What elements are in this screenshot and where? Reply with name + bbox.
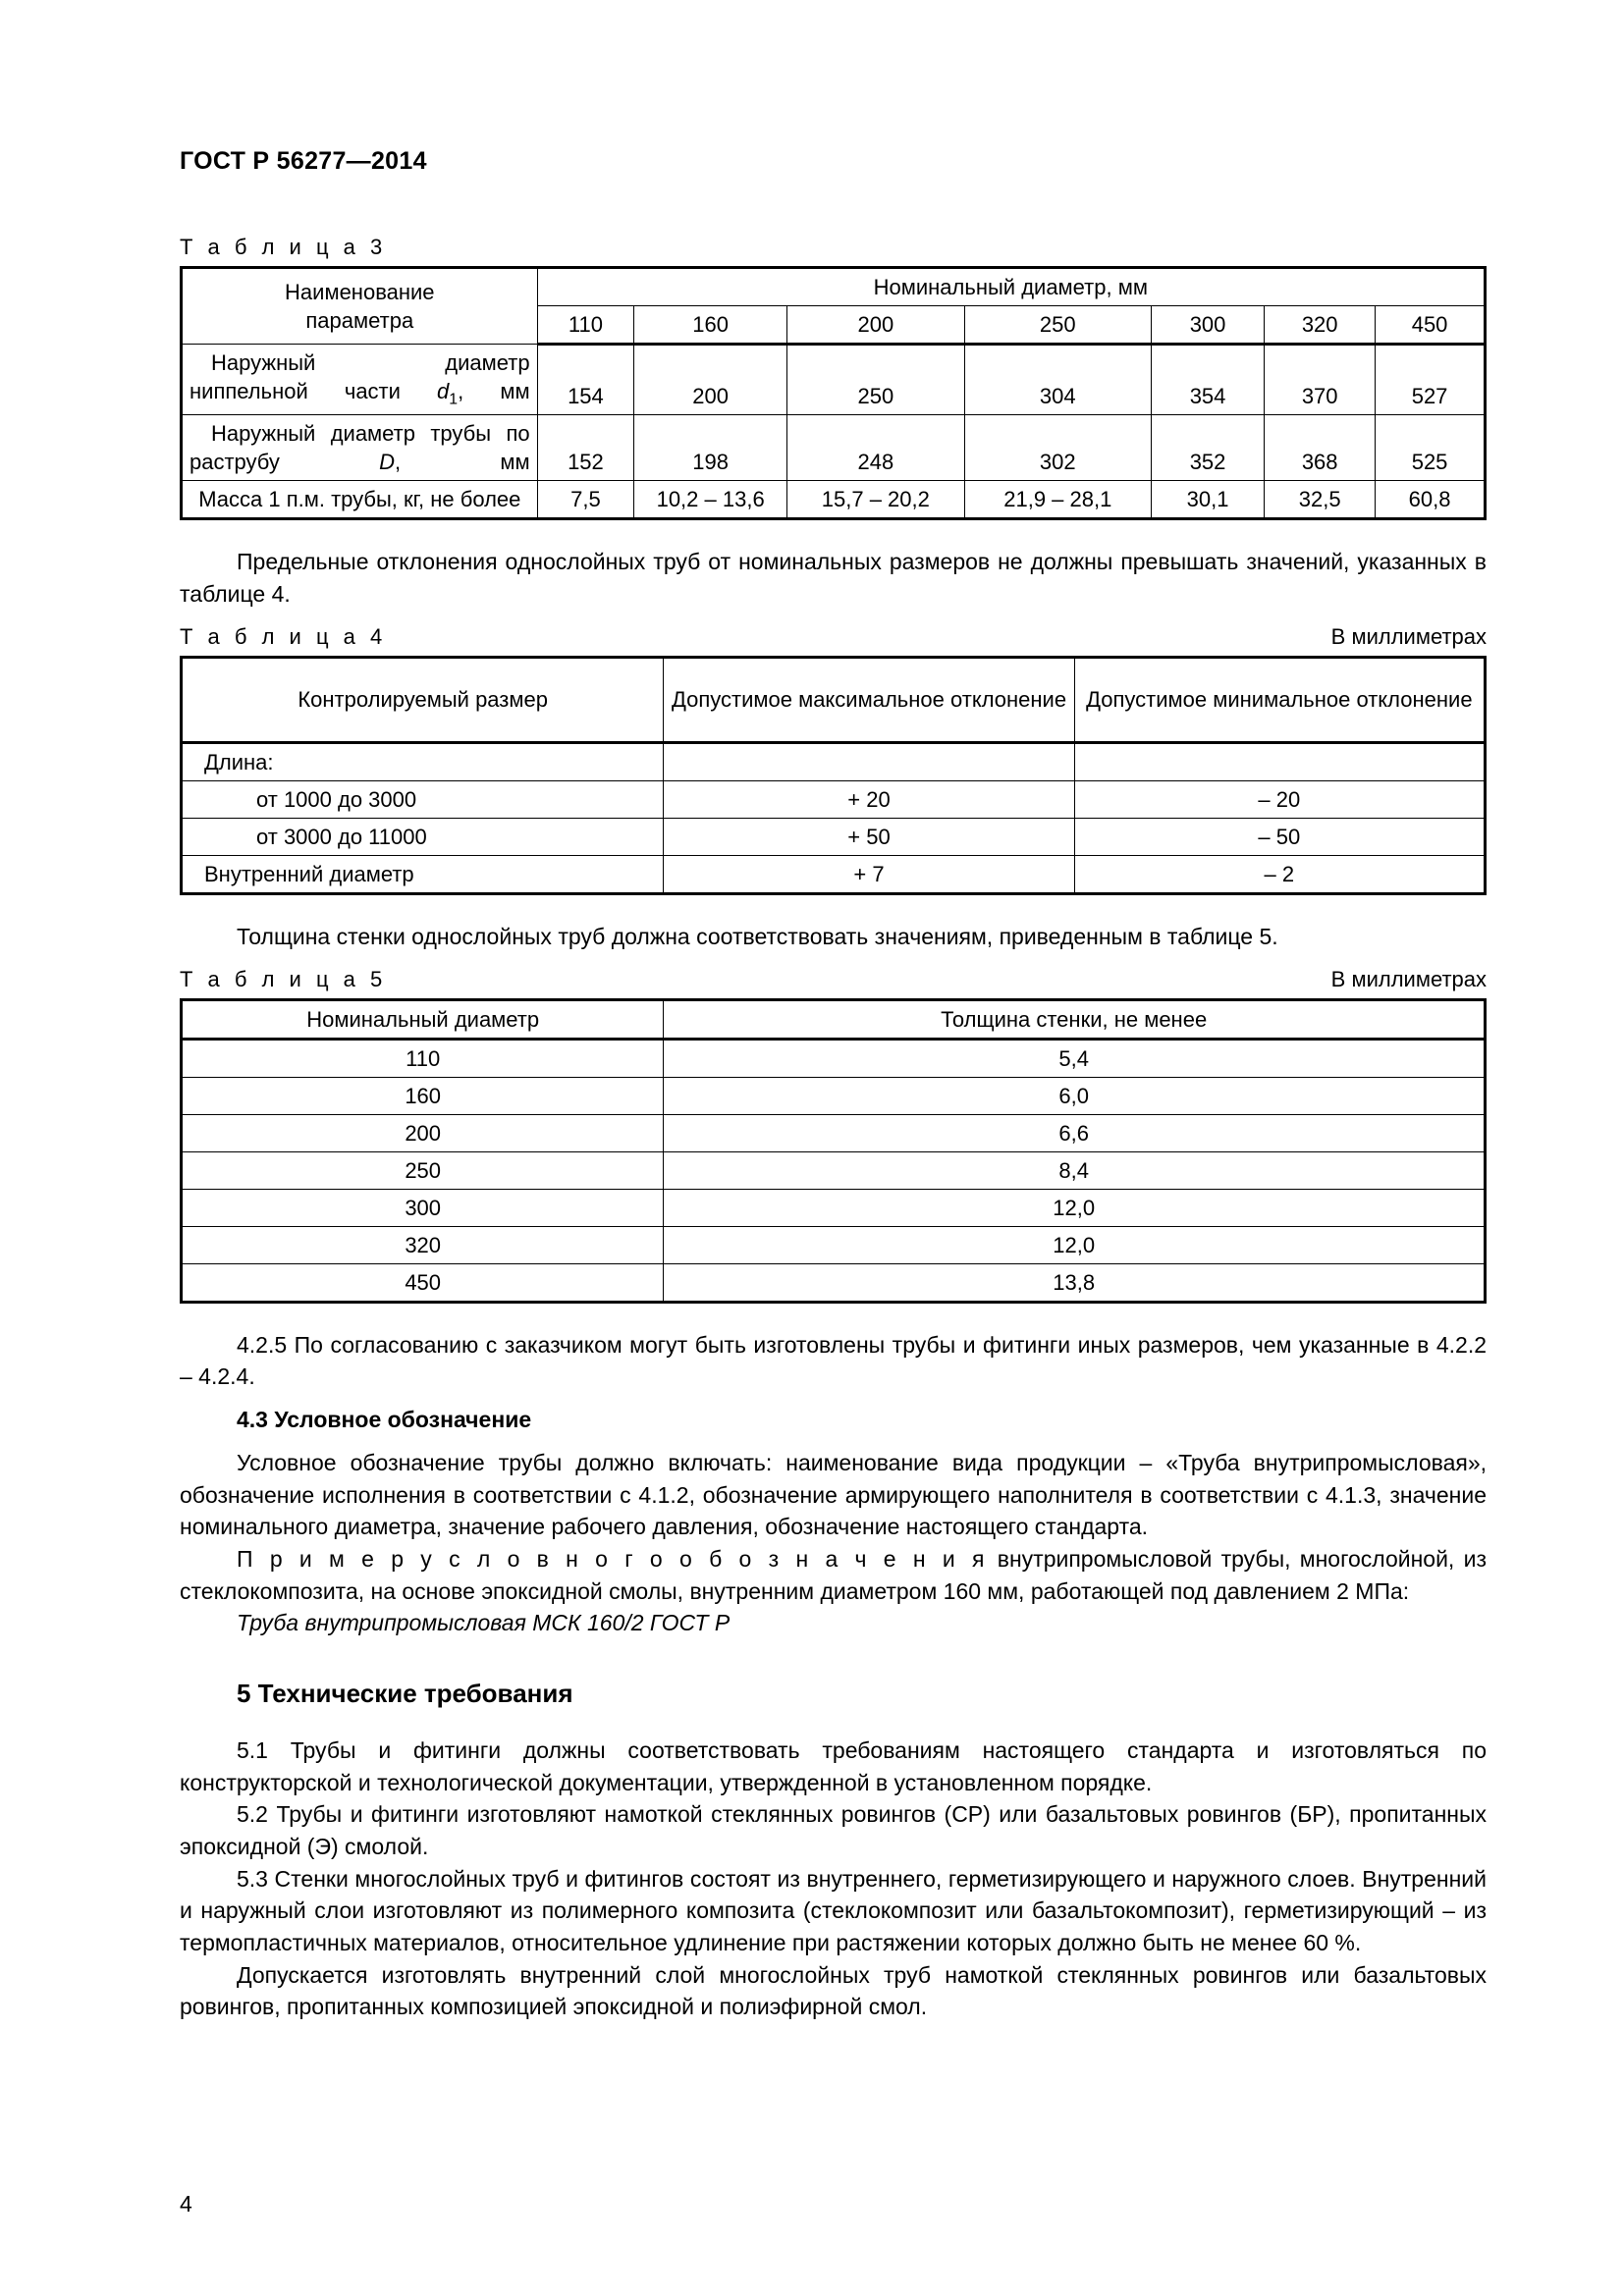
table3-row1-val4: 352	[1151, 415, 1264, 481]
table4-row0-size: Длина:	[182, 742, 664, 780]
table3-row2-val0: 7,5	[537, 481, 634, 519]
table-row	[182, 1263, 1486, 1302]
table4-row1-max: + 20	[664, 780, 1074, 818]
table-row	[182, 1189, 1486, 1226]
table4-row3-min: – 2	[1074, 855, 1485, 893]
table-row	[182, 1039, 1486, 1077]
table3-param-header-l2: параметра	[305, 308, 414, 334]
table5-row5-thickness: 12,0	[664, 1226, 1486, 1263]
table5-header-diameter: Номинальный диаметр	[182, 999, 664, 1039]
table3-caption: Т а б л и ц а 3	[180, 235, 387, 259]
table3-row0-val3: 304	[964, 345, 1151, 415]
table-row	[182, 855, 1486, 893]
table3-row0-label: Наружный диаметр ниппельной части $d_1$, мм	[182, 345, 538, 415]
table4-row2-min: – 50	[1074, 818, 1485, 855]
table3-row2-label: Масса 1 п.м. трубы, кг, не более	[182, 481, 538, 519]
paragraph-4-3-example-intro	[180, 1543, 1487, 1607]
table3-diameter-450: 450	[1376, 306, 1486, 345]
table3-row2-val5: 32,5	[1265, 481, 1376, 519]
table5-row4-thickness: 12,0	[664, 1189, 1486, 1226]
clause-5-2: 5.2 Трубы и фитинги изготовляют намоткой стеклянных ровингов (СР) или базальтовых ровингов (БР), пропитанных эпоксидной (Э) смолой.	[180, 1801, 1487, 1860]
table4-units: В миллиметрах	[1330, 623, 1487, 649]
table3-row2-val4: 30,1	[1151, 481, 1264, 519]
table3-diameter-300: 300	[1151, 306, 1264, 345]
table5-caption-row	[180, 967, 1487, 992]
clause-5-3-continuation: Допускается изготовлять внутренний слой многослойных труб намоткой стеклянных ровингов или базальтовых ровингов, пропитанных композицией эпоксидной и полиэфирной смол.	[180, 1961, 1487, 2020]
table3-row0-val5: 370	[1265, 345, 1376, 415]
example-lead-rest: внутрипромысловой трубы, многослойной, из стеклокомпозита, на основе эпоксидной смолы, внутренним диаметром 160 мм, работающей под давлением 2 МПа:	[180, 1546, 1487, 1604]
table3-row0-val4: 354	[1151, 345, 1264, 415]
table3-row1-val2: 248	[787, 415, 965, 481]
table-row	[182, 1077, 1486, 1114]
table4-caption-row	[180, 624, 1487, 650]
clause-4-2-5: 4.2.5 По согласованию с заказчиком могут быть изготовлены трубы и фитинги иных размеров, чем указанные в 4.2.2 – 4.2.4.	[180, 1331, 1487, 1390]
table5-row0-thickness: 5,4	[664, 1039, 1486, 1077]
table3-row1-val6: 525	[1376, 415, 1486, 481]
table3-row0-val2: 250	[787, 345, 965, 415]
page-number: 4	[180, 2191, 192, 2216]
table-row	[182, 1151, 1486, 1189]
table4-header-row	[182, 657, 1486, 742]
table3-header-row-1	[182, 268, 1486, 306]
table4-row3-max: + 7	[664, 855, 1074, 893]
table5-row2-thickness: 6,6	[664, 1114, 1486, 1151]
table-row	[182, 818, 1486, 855]
table3-diameter-250: 250	[964, 306, 1151, 345]
table5-row1-diameter: 160	[182, 1077, 664, 1114]
table4-row2-max: + 50	[664, 818, 1074, 855]
table5-row6-diameter: 450	[182, 1263, 664, 1302]
clause-5-3: 5.3 Стенки многослойных труб и фитингов состоят из внутреннего, герметизирующего и наружного слоев. Внутренний и наружный слои изготовляют из полимерного композита (стеклокомпозит или базальтокомпозит), герметизирующий – из термопластичных материалов, относительное удлинение при растяжении которых должно быть не менее 60 %.	[180, 1865, 1487, 1956]
heading-section-5: 5 Технические требования	[237, 1679, 573, 1709]
table4-row2-size: от 3000 до 11000	[182, 818, 664, 855]
paragraph-before-table5: Толщина стенки однослойных труб должна соответствовать значениям, приведенным в таблице 5.	[237, 923, 1278, 949]
table5-row1-thickness: 6,0	[664, 1077, 1486, 1114]
table-row	[182, 780, 1486, 818]
table5-row3-diameter: 250	[182, 1151, 664, 1189]
table3-diameter-110: 110	[537, 306, 634, 345]
table-4	[180, 656, 1487, 895]
table4-caption: Т а б л и ц а 4	[180, 623, 387, 649]
table5-units: В миллиметрах	[1330, 966, 1487, 991]
table5-row3-thickness: 8,4	[664, 1151, 1486, 1189]
table4-row0-min	[1074, 742, 1485, 780]
table3-diameter-200: 200	[787, 306, 965, 345]
table3-caption-row	[180, 235, 1487, 260]
table3-row1-label: Наружный диаметр трубы по раструбу D, мм	[182, 415, 538, 481]
paragraph-4-3-content: Условное обозначение трубы должно включать: наименование вида продукции – «Труба внутрипромысловая», обозначение исполнения в соответствии с 4.1.2, обозначение армирующего наполнителя в соответствии с 4.1.3, значение номинального диаметра, значение рабочего давления, обозначение настоящего стандарта.	[180, 1450, 1487, 1540]
table3-row0-val1: 200	[634, 345, 787, 415]
table3-row2-val3: 21,9 – 28,1	[964, 481, 1151, 519]
table-row	[182, 1226, 1486, 1263]
table3-row2-val6: 60,8	[1376, 481, 1486, 519]
table4-row3-size: Внутренний диаметр	[182, 855, 664, 893]
table4-row1-min: – 20	[1074, 780, 1485, 818]
table5-header-thickness: Толщина стенки, не менее	[664, 999, 1486, 1039]
table5-row5-diameter: 320	[182, 1226, 664, 1263]
table5-row2-diameter: 200	[182, 1114, 664, 1151]
table3-row1-val3: 302	[964, 415, 1151, 481]
table-row	[182, 415, 1486, 481]
heading-4-3: 4.3 Условное обозначение	[237, 1407, 532, 1433]
table4-row0-max	[664, 742, 1074, 780]
table3-row0-val0: 154	[537, 345, 634, 415]
table3-row0-val6: 527	[1376, 345, 1486, 415]
table3-row2-val2: 15,7 – 20,2	[787, 481, 965, 519]
table4-body	[182, 742, 1486, 893]
table-row	[182, 481, 1486, 519]
table5-row6-thickness: 13,8	[664, 1263, 1486, 1302]
table3-group-header: Номинальный диаметр, мм	[537, 268, 1485, 306]
table3-body	[182, 345, 1486, 519]
table-5	[180, 998, 1487, 1304]
table3-row1-val0: 152	[537, 415, 634, 481]
page-title: ГОСТ Р 56277—2014	[180, 147, 427, 175]
table5-caption: Т а б л и ц а 5	[180, 966, 387, 991]
table-row	[182, 1114, 1486, 1151]
table4-header-min: Допустимое минимальное отклонение	[1074, 657, 1485, 742]
clause-5-1: 5.1 Трубы и фитинги должны соответствовать требованиям настоящего стандарта и изготовляться по конструкторской и технологической документации, утвержденной в установленном порядке.	[180, 1737, 1487, 1795]
table3-diameter-320: 320	[1265, 306, 1376, 345]
table4-header-size: Контролируемый размер	[182, 657, 664, 742]
table-row	[182, 742, 1486, 780]
table3-row2-val1: 10,2 – 13,6	[634, 481, 787, 519]
table4-row1-size: от 1000 до 3000	[182, 780, 664, 818]
table3-row1-val1: 198	[634, 415, 787, 481]
table4-header-max: Допустимое максимальное отклонение	[664, 657, 1074, 742]
table-3	[180, 266, 1487, 520]
table3-param-header	[182, 268, 538, 345]
table-row	[182, 345, 1486, 415]
table5-row0-diameter: 110	[182, 1039, 664, 1077]
example-lead-label: П р и м е р у с л о в н о г о о б о з н а ч е н и я	[237, 1546, 989, 1573]
table3-param-header-l1: Наименование	[285, 280, 435, 304]
table5-header-row	[182, 999, 1486, 1039]
table3-row1-val5: 368	[1265, 415, 1376, 481]
table5-body	[182, 1039, 1486, 1302]
table3-diameter-160: 160	[634, 306, 787, 345]
example-designation: Труба внутрипромысловая МСК 160/2 ГОСТ Р	[237, 1610, 731, 1636]
paragraph-before-table4: Предельные отклонения однослойных труб от номинальных размеров не должны превышать значений, указанных в таблице 4.	[180, 549, 1487, 608]
table5-row4-diameter: 300	[182, 1189, 664, 1226]
